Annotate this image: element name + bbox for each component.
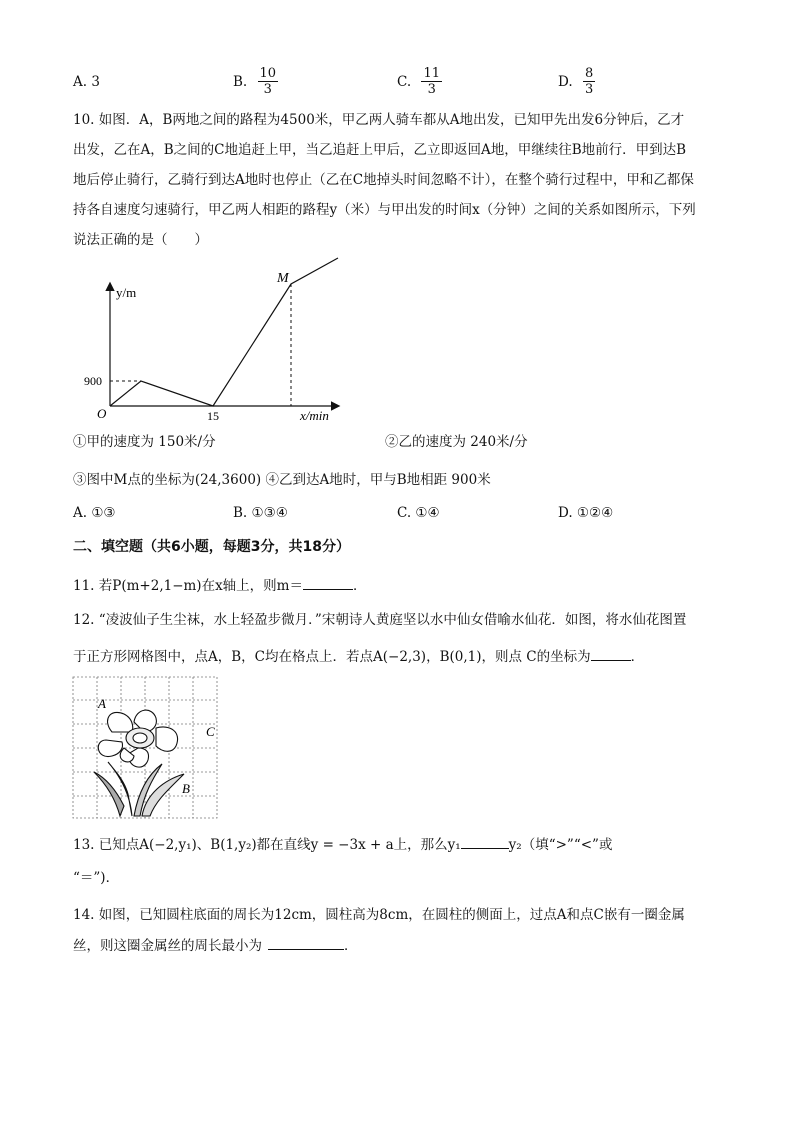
point-b-label: B — [182, 781, 190, 796]
q13-answer-blank[interactable] — [461, 848, 509, 849]
y-tick-900: 900 — [84, 374, 102, 388]
q9-option-c — [397, 66, 442, 97]
q10-statement-1: ①甲的速度为 150米/分 — [73, 434, 216, 450]
q9-option-a — [73, 74, 100, 90]
q14-line-2 — [73, 934, 358, 954]
q13-line-2: “＝”)． — [73, 870, 120, 886]
q12-line-2 — [73, 645, 644, 665]
q10-line-1: 10. 如图．A，B两地之间的路程为4500米，甲乙两人骑车都从A地出发，已知甲先出发6分钟后，乙才 — [73, 112, 685, 128]
q9-option-b — [233, 66, 278, 97]
q10-option-a: A. ①③ — [73, 505, 116, 521]
fraction — [583, 66, 595, 97]
q12-text: 于正方形网格图中，点A，B，C均在格点上．若点A(−2,3)，B(0,1)，则点 C的坐标为 — [73, 649, 591, 665]
q11-text-end: ． — [353, 578, 367, 594]
q9-option-d — [558, 66, 595, 97]
fraction — [258, 66, 279, 97]
q10-line-5: 说法正确的是（ ） — [73, 232, 208, 248]
q11-text: 11. 若P(m+2,1−m)在x轴上，则m＝ — [73, 578, 303, 594]
section-2-heading: 二、填空题（共6小题，每题3分，共18分） — [73, 539, 350, 555]
q10-option-c: C. ①④ — [397, 505, 440, 521]
q13-text: 13. 已知点A(−2,y₁)、B(1,y₂)都在直线y = −3x + a上，那么y₁ — [73, 837, 461, 853]
q10-statement-2: ②乙的速度为 240米/分 — [385, 434, 528, 450]
q13-text-end: y₂（填“>”“<”或 — [508, 837, 613, 853]
q10-line-3: 地后停止骑行，乙骑行到达A地时也停止（乙在C地掉头时间忽略不计），在整个骑行过程中，甲和乙都保 — [73, 172, 694, 188]
x-axis-label: x/min — [300, 408, 329, 423]
option-label: C. — [397, 73, 412, 90]
denominator: 3 — [263, 82, 272, 97]
distance-graph-line — [110, 258, 338, 406]
q10-option-d: D. ①②④ — [558, 505, 614, 521]
x-tick-15: 15 — [207, 409, 219, 423]
numerator: 8 — [584, 66, 594, 81]
q14-text-end: ． — [344, 938, 358, 954]
q12-line-1: 12. “凌波仙子生尘袜，水上轻盈步微月．”宋朝诗人黄庭坚以水中仙女借喻水仙花．如图，将水仙花图置 — [73, 612, 687, 628]
origin-label: O — [97, 406, 107, 421]
q11-line — [73, 574, 367, 594]
q10-distance-time-graph — [70, 250, 360, 430]
q12-answer-blank[interactable] — [591, 660, 631, 661]
numerator: 10 — [259, 66, 277, 81]
option-label: A. 3 — [73, 74, 100, 90]
option-label: D. — [558, 73, 573, 90]
q14-answer-blank[interactable] — [268, 949, 344, 950]
point-a-label: A — [98, 696, 106, 711]
denominator: 3 — [584, 82, 594, 97]
fraction — [421, 66, 442, 97]
point-m-label: M — [277, 271, 289, 286]
numerator: 11 — [423, 66, 440, 81]
option-label: B. — [233, 73, 248, 90]
q11-answer-blank[interactable] — [303, 589, 353, 590]
q12-text-end: ． — [630, 649, 645, 665]
narcissus-flower — [94, 710, 184, 816]
q10-line-2: 出发，乙在A，B之间的C地追赶上甲，当乙追赶上甲后，乙立即返回A地，甲继续往B地前行．甲到达B — [73, 142, 687, 158]
q13-line-1 — [73, 833, 612, 853]
q10-statement-3-4: ③图中M点的坐标为(24,3600) ④乙到达A地时，甲与B地相距 900米 — [73, 472, 491, 488]
q12-narcissus-grid-figure — [72, 676, 218, 820]
y-axis-label: y/m — [116, 285, 137, 300]
point-c-label: C — [206, 724, 215, 739]
denominator: 3 — [427, 82, 436, 97]
q10-option-b: B. ①③④ — [233, 505, 288, 521]
q14-line-1: 14. 如图，已知圆柱底面的周长为12cm，圆柱高为8cm，在圆柱的侧面上，过点A和点C嵌有一圈金属 — [73, 907, 685, 923]
q10-line-4: 持各自速度匀速骑行，甲乙两人相距的路程y（米）与甲出发的时间x（分钟）之间的关系如图所示，下列 — [73, 202, 696, 218]
q14-text: 丝，则这圈金属丝的周长最小为 — [73, 938, 262, 954]
